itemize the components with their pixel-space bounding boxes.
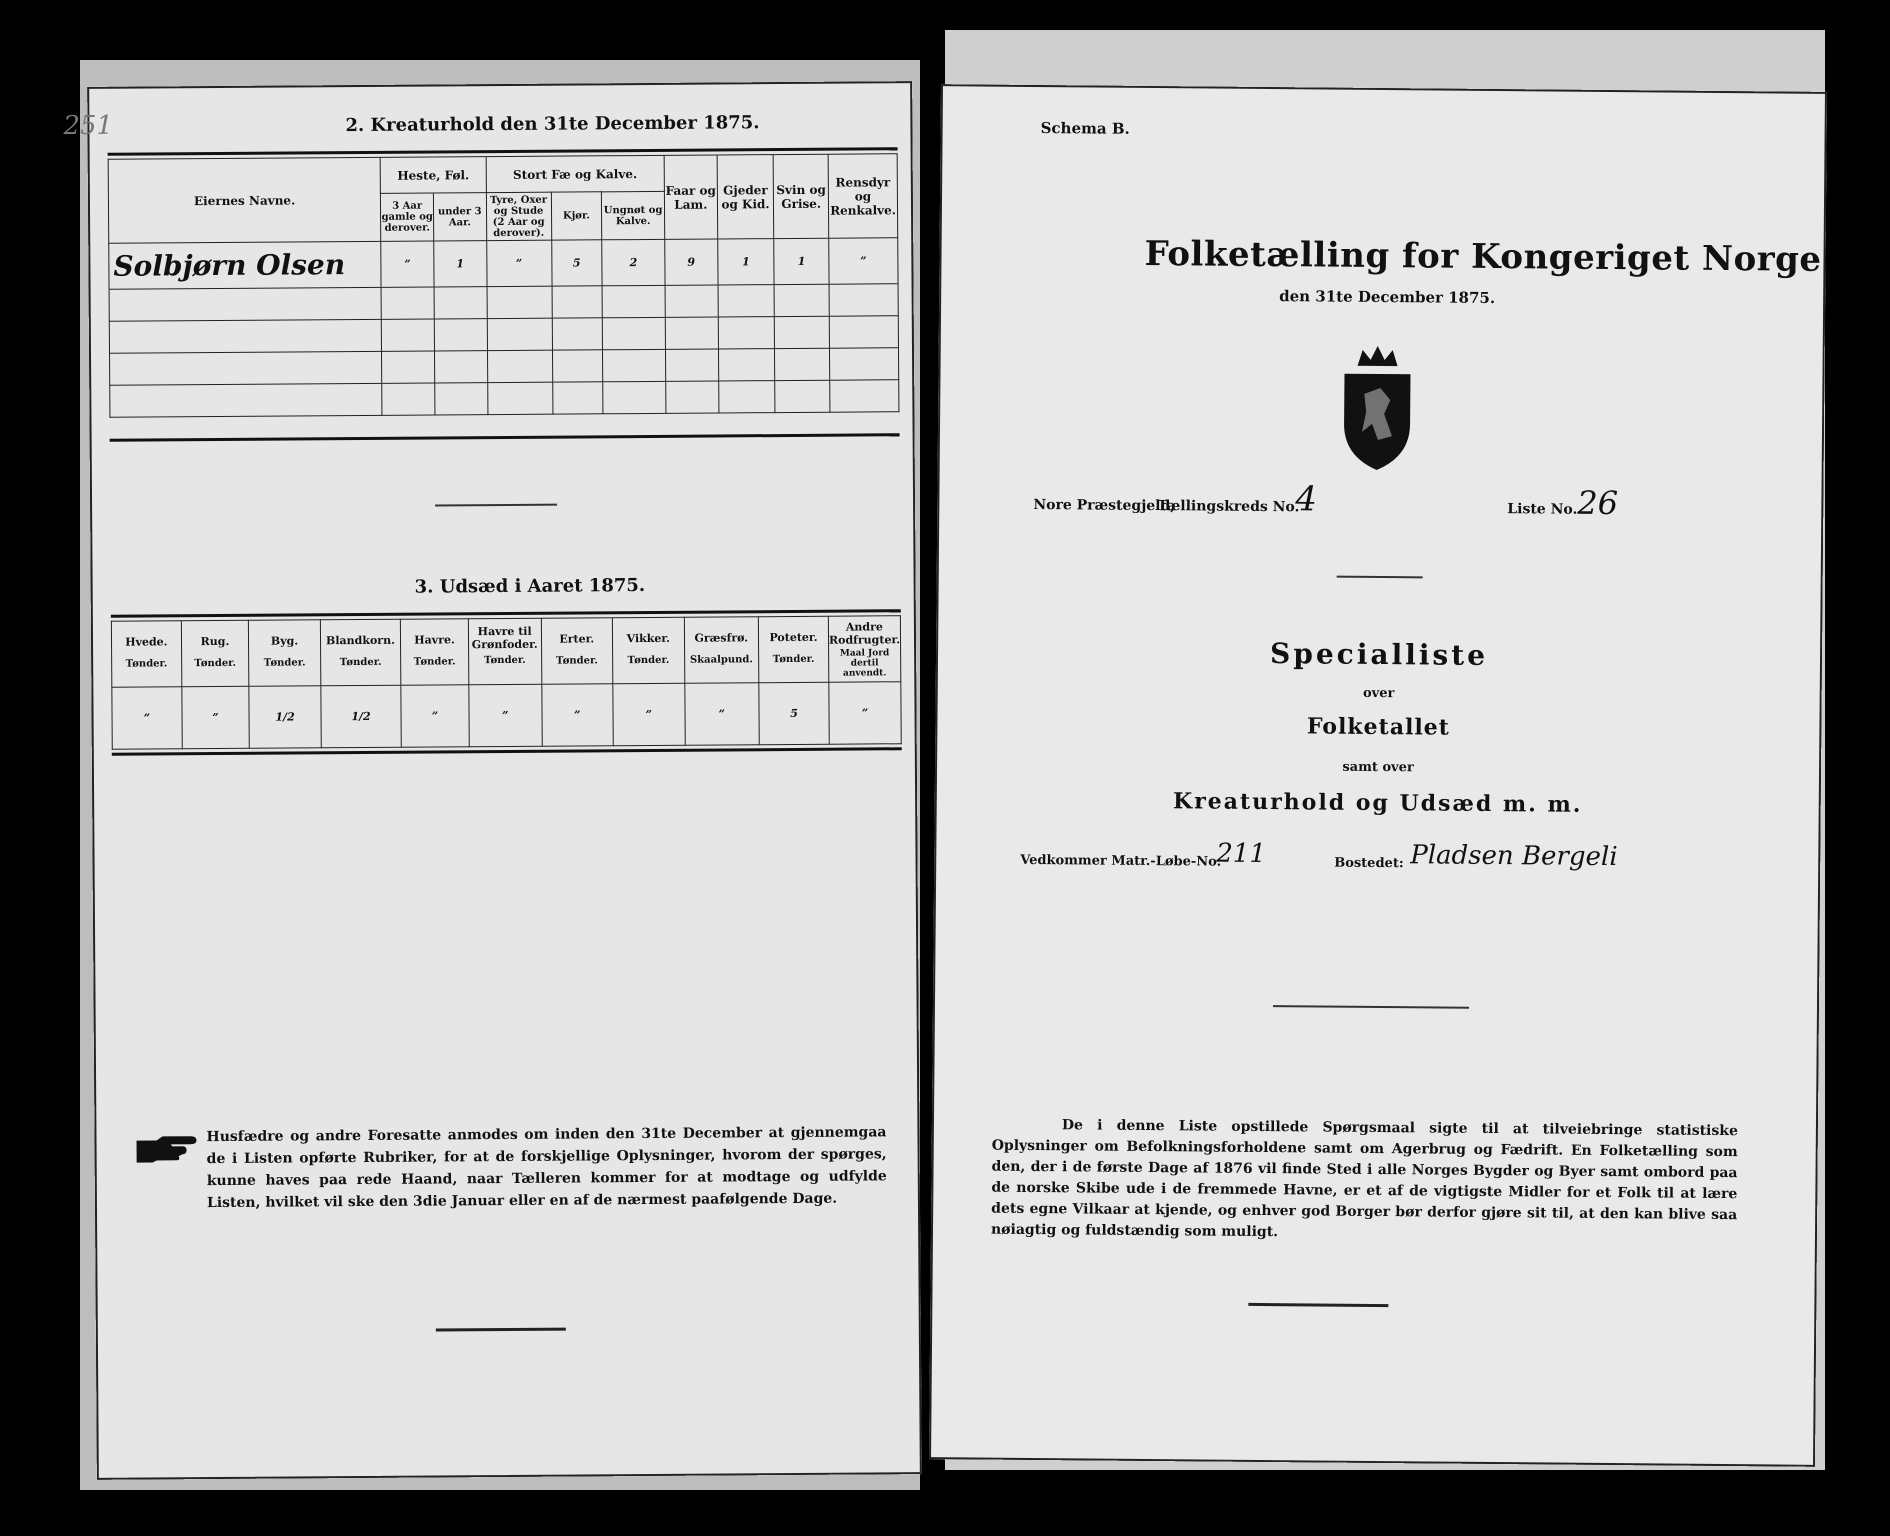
value-cell: 1: [434, 241, 487, 287]
tallingskreds-value: 4: [1295, 479, 1318, 520]
horses-old-header: 3 Aar gamle og derover.: [381, 193, 434, 241]
seed-header-cell: [401, 619, 469, 685]
sheep-header: Faar og Lam.: [664, 155, 717, 239]
seed-header: Hvede.: [125, 635, 168, 649]
seed-value: 5: [759, 682, 829, 744]
value-cell: 9: [665, 239, 718, 285]
seed-header: Rug.: [200, 634, 230, 649]
seed-header: Erter.: [559, 632, 595, 646]
cattle-header: Stort Fæ og Kalve.: [486, 155, 665, 192]
value-cell: 2: [602, 239, 665, 285]
seed-header: Andre Rodfrugter.: [828, 620, 901, 647]
value-cell: ”: [381, 241, 434, 287]
young-cattle-header: Ungnøt og Kalve.: [602, 191, 665, 239]
prestegjeld-label: Nore Præstegjeld,: [1033, 496, 1176, 515]
over-text: over: [1362, 685, 1395, 702]
goats-header: Gjeder og Kid.: [717, 155, 774, 239]
seed-header: Havre.: [414, 633, 455, 647]
liste-value: 26: [1577, 483, 1619, 523]
value-cell: ”: [486, 240, 551, 286]
seed-unit: Tønder.: [772, 653, 815, 666]
liste-label: Liste No.: [1507, 501, 1578, 518]
seed-header-cell: [684, 617, 759, 684]
matr-label: Vedkommer Matr.-Løbe-No.: [1020, 852, 1222, 870]
seed-header: Byg.: [270, 634, 299, 648]
seed-value: 1/2: [321, 685, 402, 748]
seed-header-cell: [758, 616, 828, 682]
seed-header-cell: [828, 616, 901, 683]
livestock-table: [108, 153, 900, 418]
seed-value: ”: [401, 685, 469, 747]
divider-short: [435, 504, 557, 507]
seed-unit: Tønder.: [555, 655, 598, 667]
bulls-header: Tyre, Oxer og Stude (2 Aar og derover).: [486, 192, 551, 240]
seed-header: Vikker.: [626, 631, 671, 646]
seed-header: Poteter.: [769, 630, 818, 645]
footer-text: De i denne Liste opstillede Spørgsmaal sigte til at tilveiebringe statistiske Oplysninger om Befolkningsforholdene samt om Agerbrug og Fædrift. En Folketælling som den, der i de første Dage af 1876 vil finde Sted i alle Norges Bygder og Byer samt ombord paa de norske Skibe ude i de fremmede Havne, er et af de vigtigste Midler for et Folk til at lære dets egne Vilkaar at kjende, og enhver god Borger bør derfor gjøre sit til, at den kan blive saa nøiagtig og fuldstændig som muligt.: [990, 1117, 1738, 1241]
seed-value: ”: [541, 684, 613, 746]
right-page: [929, 84, 1827, 1467]
value-cell: ”: [829, 238, 898, 284]
divider-bottom: [436, 1328, 566, 1332]
document-title: Folketælling for Kongeriget Norge: [1144, 233, 1822, 280]
seed-header-cell: [612, 617, 684, 683]
kreaturhold-heading: Kreaturhold og Udsæd m. m.: [1172, 788, 1583, 818]
seed-header-cell: [320, 619, 401, 686]
bosted-value: Pladsen Bergeli: [1410, 840, 1618, 873]
seed-header-cell: [468, 618, 541, 685]
seed-unit: Maal Jord dertil anvendt.: [839, 648, 890, 679]
seed-header: Havre til Grønfoder.: [471, 624, 538, 652]
seed-unit: Tønder.: [125, 658, 168, 670]
seed-value: ”: [684, 683, 759, 746]
seed-value: ”: [112, 687, 182, 749]
divider-3: [1248, 1303, 1388, 1307]
rule-bottom: [110, 433, 900, 442]
seed-unit: Tønder.: [339, 656, 382, 669]
section2-title: 2. Kreaturhold den 31te December 1875.: [345, 112, 760, 137]
owner-header: Eiernes Navne.: [108, 157, 381, 243]
seed-header: Græsfrø.: [694, 631, 749, 645]
seed-header-cell: [181, 620, 249, 686]
cows-header: Kjør.: [551, 192, 602, 240]
document-subtitle: den 31te December 1875.: [1279, 287, 1496, 308]
matr-value: 211: [1216, 838, 1267, 870]
seed-unit: Tønder.: [627, 654, 670, 667]
pointing-hand-icon: [134, 1132, 198, 1164]
reindeer-header: Rensdyr og Renkalve.: [828, 154, 898, 238]
divider-1: [1337, 576, 1423, 579]
samt-over-text: samt over: [1342, 759, 1414, 776]
seed-header: Blandkorn.: [325, 633, 395, 648]
seed-table: [111, 615, 902, 750]
seed-unit: Tønder.: [263, 657, 306, 669]
seed-header-cell: [111, 621, 181, 687]
schema-label: Schema B.: [1040, 119, 1130, 138]
left-page: [63, 81, 922, 1480]
seed-unit: Skaalpund.: [689, 654, 753, 666]
specialliste-heading: Specialliste: [1269, 637, 1489, 672]
horses-header: Heste, Føl.: [381, 157, 486, 194]
seed-unit: Tønder.: [413, 656, 456, 668]
seed-value: ”: [181, 686, 249, 748]
page-stamp-number: 251: [63, 110, 114, 142]
notice-text: Husfædre og andre Foresatte anmodes om inden den 31te December at gjennemgaa de i Listen opførte Rubriker, for at de forskjellige Oplysninger, hvorom der spørges, kunne haves paa rede Haand, naar Tælleren kommer for at modtage og udfylde Listen, hvilket vil ske den 3die Januar eller en af de nærmest paafølgende Dage.: [206, 1124, 887, 1212]
seed-unit: Tønder.: [194, 657, 237, 670]
seed-header-cell: [541, 618, 613, 684]
seed-header-cell: [249, 620, 321, 686]
folketallet-heading: Folketallet: [1306, 713, 1451, 741]
pigs-header: Svin og Grise.: [774, 154, 829, 238]
value-cell: 5: [551, 240, 602, 286]
seed-value: 1/2: [249, 686, 321, 748]
value-cell: 1: [717, 239, 774, 285]
seed-unit: Tønder.: [483, 654, 526, 667]
seed-value: ”: [829, 682, 902, 745]
bosted-label: Bostedet:: [1334, 855, 1404, 872]
value-cell: 1: [774, 238, 829, 284]
seed-value: ”: [613, 683, 685, 745]
horses-young-header: under 3 Aar.: [433, 193, 486, 241]
tallingskreds-label: Tællingskreds No.: [1157, 498, 1300, 516]
seed-value: ”: [469, 684, 542, 747]
norway-coat-of-arms-icon: [1332, 344, 1423, 475]
owner-cell: Solbjørn Olsen: [109, 241, 382, 289]
divider-2: [1273, 1005, 1469, 1009]
section3-title: 3. Udsæd i Aaret 1875.: [414, 575, 646, 598]
